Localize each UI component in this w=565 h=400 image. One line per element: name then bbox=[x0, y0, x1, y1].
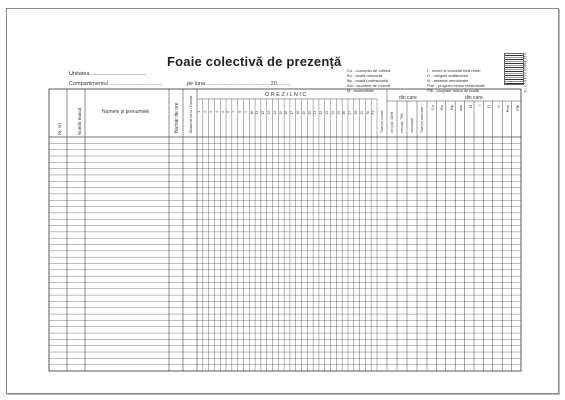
day-3: 3 bbox=[208, 111, 213, 113]
day-22: 22 bbox=[319, 111, 324, 115]
day-18: 18 bbox=[296, 111, 300, 115]
day-23: 23 bbox=[325, 111, 330, 115]
day-28: 28 bbox=[354, 111, 359, 115]
day-29: 29 bbox=[359, 111, 364, 115]
sub1-3: ore noapte bbox=[410, 117, 414, 133]
day-19: 19 bbox=[301, 111, 306, 115]
attendance-table-grid bbox=[7, 9, 558, 393]
day-9: 9 bbox=[243, 111, 248, 113]
sub2-co: Co bbox=[430, 105, 435, 111]
table-border bbox=[49, 89, 521, 371]
day-10: 10 bbox=[249, 111, 254, 115]
department-label: Compartimentul ................................... bbox=[69, 81, 163, 87]
sub2-m: M bbox=[467, 105, 473, 109]
din-care-1: din care bbox=[399, 95, 417, 101]
day-13: 13 bbox=[266, 111, 271, 115]
legend-left: Co - concediu de odihnă Bo - boală obișnuită Bp - boală profesională Am - accident de muncă M - maternitate bbox=[347, 68, 391, 93]
day-5: 5 bbox=[220, 111, 225, 113]
day-1: 1 bbox=[197, 111, 202, 113]
ore-zilnic-header: O R E Z I L N I C bbox=[265, 92, 307, 98]
col-marca: Număr marcă bbox=[77, 107, 82, 135]
col-ore: Număr de ore bbox=[174, 102, 180, 133]
day-27: 27 bbox=[348, 111, 353, 115]
day-20: 20 bbox=[307, 111, 312, 115]
timesheet-form bbox=[6, 8, 559, 394]
day-2: 2 bbox=[203, 111, 208, 113]
sub1-1: ore supl. 100% bbox=[390, 111, 394, 133]
day-21: 21 bbox=[313, 111, 318, 115]
day-31: 31 bbox=[371, 111, 376, 115]
day-24: 24 bbox=[330, 111, 335, 115]
day-8: 8 bbox=[237, 111, 242, 113]
day-6: 6 bbox=[226, 111, 231, 113]
sub2-n: N bbox=[495, 105, 501, 108]
day-11: 11 bbox=[255, 111, 260, 115]
day-25: 25 bbox=[336, 111, 341, 115]
sub1-4: Total ore nelucrate bbox=[420, 106, 424, 133]
day-7: 7 bbox=[232, 111, 237, 113]
sub2-bo: Bo bbox=[439, 105, 445, 110]
form-title: Foaie colectivă de prezență bbox=[167, 54, 342, 69]
col-modul: Modul de lucru / Funcția bbox=[189, 95, 193, 133]
day-15: 15 bbox=[278, 111, 283, 115]
sub2-i: I bbox=[477, 105, 482, 107]
day-30: 30 bbox=[365, 111, 370, 115]
col-name: Numele și prenumele bbox=[102, 109, 150, 115]
day-14: 14 bbox=[272, 111, 277, 115]
sub2-o: O bbox=[486, 105, 492, 109]
sub1-0: Total ore lucrate bbox=[380, 110, 384, 133]
day-17: 17 bbox=[290, 111, 295, 115]
sub2-am: Am bbox=[458, 105, 464, 111]
sub2-pfb: Pfb bbox=[514, 105, 520, 112]
day-4: 4 bbox=[214, 111, 219, 113]
day-26: 26 bbox=[342, 111, 347, 115]
sub2-prm: Prm bbox=[505, 105, 511, 113]
sub1-2: ore supl. 75% bbox=[400, 113, 404, 133]
sub2-bp: Bp bbox=[448, 105, 454, 110]
din-care-2: din care bbox=[465, 95, 483, 101]
barcode-text: 3-11-1/aA3 5 9 4 8 8 2 4 7 6 bbox=[523, 53, 527, 93]
unit-label: Unitatea ............................................. bbox=[69, 71, 147, 77]
day-16: 16 bbox=[284, 111, 289, 115]
col-nr-crt: Nr. crt. bbox=[57, 121, 62, 135]
day-12: 12 bbox=[261, 111, 266, 115]
month-label: pe luna ......................................... 20......... bbox=[187, 81, 291, 87]
legend-right: I - învoiri și concedii fără retrib. O - obligații cetățenești N - absențe nemotivate Prm - program redus maternitate Pfb - program redus de boală bbox=[427, 68, 486, 93]
